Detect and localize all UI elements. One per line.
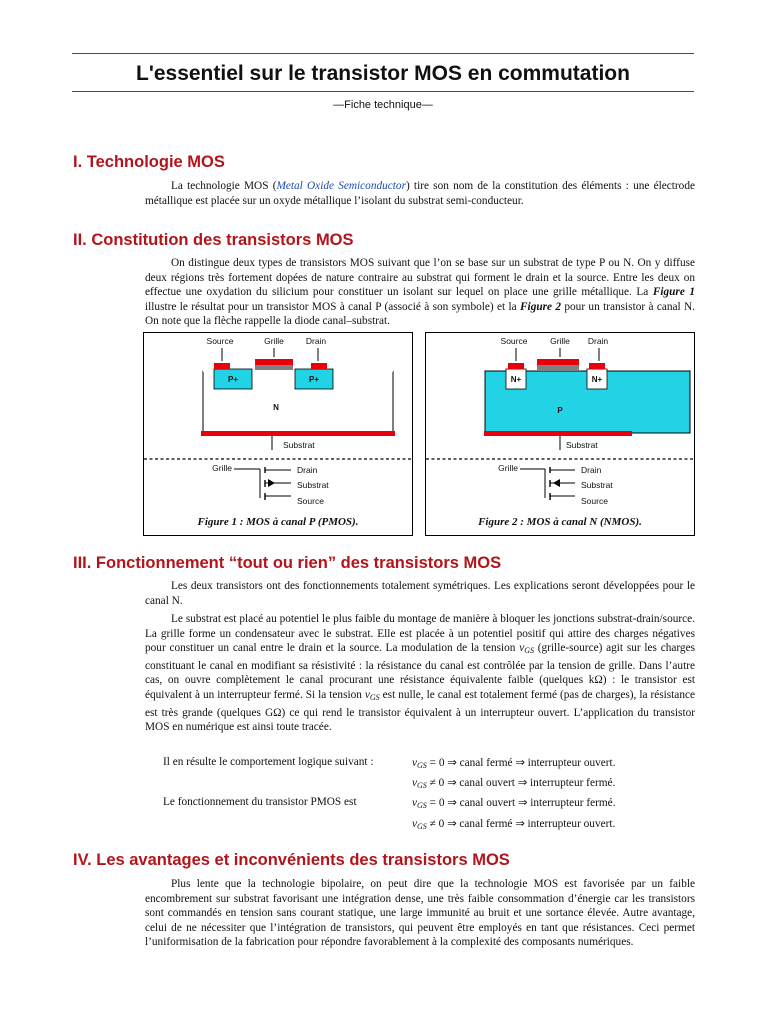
nmos-body-label: P	[557, 406, 563, 415]
section-1-heading: I. Technologie MOS	[73, 153, 225, 171]
logic-nmos-line-1: $v_{GS} = 0$ ⇒ canal fermé ⇒ interrupteur ouvert.	[412, 757, 616, 770]
pmos-diagram	[144, 333, 412, 515]
logic-pmos-line-1: $v_{GS} = 0$ ⇒ canal ouvert ⇒ interrupteur fermé.	[412, 797, 616, 810]
top-rule	[72, 53, 694, 54]
pmos-sym-arrow	[268, 479, 275, 487]
nmos-bulk-metal	[484, 431, 632, 436]
nmos-sym-grille: Grille	[498, 463, 518, 473]
logic-nmos-line-2: $v_{GS} \ne 0$ ⇒ canal ouvert ⇒ interrupteur fermé.	[412, 777, 616, 790]
figure-2-caption: Figure 2 : MOS à canal N (NMOS).	[478, 516, 642, 528]
logic-pmos-line-2: $v_{GS} \ne 0$ ⇒ canal fermé ⇒ interrupteur ouvert.	[412, 818, 616, 831]
nmos-substrat-label: Substrat	[566, 440, 598, 450]
nmos-drain-metal	[589, 363, 605, 369]
pmos-sym-source: Source	[297, 496, 324, 506]
pmos-sym-drain: Drain	[297, 465, 318, 475]
nmos-sym-source: Source	[581, 496, 608, 506]
section-4-heading: IV. Les avantages et inconvénients des transistors MOS	[73, 851, 510, 869]
subtitle: —Fiche technique—	[333, 99, 433, 111]
logic-pmos-label: Le fonctionnement du transistor PMOS est	[163, 796, 357, 808]
figure-2-nmos	[425, 332, 695, 536]
pmos-well-right-label: P+	[308, 375, 320, 384]
figure-1-caption: Figure 1 : MOS à canal P (PMOS).	[197, 516, 359, 528]
logic-nmos-label: Il en résulte le comportement logique suivant :	[163, 756, 374, 768]
pmos-gate-metal	[255, 359, 293, 365]
pmos-grille-label: Grille	[264, 336, 284, 346]
title-underline	[72, 91, 694, 92]
section-2-heading: II. Constitution des transistors MOS	[73, 231, 354, 249]
section-1-paragraph: La technologie MOS (Metal Oxide Semiconductor) tire son nom de la constitution des éléments : une électrode métallique est placée sur un oxyde métallique l’isolant du substrat semi-conducteur.	[145, 180, 695, 207]
nmos-sym-drain: Drain	[581, 465, 602, 475]
section-3-paragraph-1: Les deux transistors ont des fonctionnements totalement symétriques. Les explications seront développées pour le canal N.	[145, 580, 695, 607]
pmos-sym-grille: Grille	[212, 463, 232, 473]
section-3-paragraph-2: Le substrat est placé au potentiel le plus faible du montage de manière à bloquer les jonctions substrat-drain/source. La grille forme un condensateur avec le substrat. Elle est placée à un potentiel positif qui attire des charges négatives pour constituer un canal entre le drain et la source. La modulation de la tension $v_{GS}$ (grille-source) agit sur les charges constituant le canal en modifiant sa résistivité : la résistance du canal est contrôlée par la tension de grille. Dans l’autre cas, on ouvre complètement le canal procurant une résistance équivalente faible (quelques kΩ) : le transistor est équivalent à un interrupteur fermé. Si la tension $v_{GS}$ est nulle, le canal est totalement fermé (pas de charges), la résistance est très grande (quelques GΩ) ce qui rend le transistor équivalent à un interrupteur ouvert. L’application du transistor MOS en numérique est ainsi toute tracée.	[145, 613, 695, 734]
nmos-sym-substrat: Substrat	[581, 480, 613, 490]
nmos-oxide	[537, 365, 579, 370]
page-title: L'essentiel sur le transistor MOS en commutation	[136, 62, 630, 85]
figure-2-ref: Figure 2	[520, 300, 562, 313]
nmos-well-left-label: N+	[510, 375, 522, 384]
pmos-source-metal	[214, 363, 230, 369]
pmos-drain-label: Drain	[305, 336, 327, 346]
nmos-grille-label: Grille	[550, 336, 570, 346]
mos-acronym-link[interactable]: Metal Oxide Semiconductor	[276, 180, 406, 192]
pmos-substrat-label: Substrat	[283, 440, 315, 450]
nmos-diagram	[426, 333, 694, 515]
pmos-body-label: N	[273, 403, 279, 412]
nmos-well-right-label: N+	[591, 375, 603, 384]
pmos-drain-metal	[311, 363, 327, 369]
pmos-well-left-label: P+	[227, 375, 239, 384]
section-4-paragraph: Plus lente que la technologie bipolaire, on peut dire que la technologie MOS est favorisée par un faible encombrement sur substrat favorisant une intégration dense, une très faible consommation d’énergie car les transistors sont commandés en tension sans courant statique, une large immunité au bruit et une sortance élevée. Autre avantage, celui de ne nécessiter que l’intégration de transistors, qui peuvent être employés en tant que résistances. Ceci permet l’uniformisation de la fabrication pour répondre favorablement à la complexité des composants numériques.	[145, 878, 695, 949]
figure-1-ref: Figure 1	[652, 286, 695, 299]
pmos-bulk-metal	[201, 431, 395, 436]
figure-1-pmos	[143, 332, 413, 536]
nmos-source-metal	[508, 363, 524, 369]
pmos-source-label: Source	[206, 336, 234, 346]
nmos-source-label: Source	[500, 336, 528, 346]
pmos-sym-substrat: Substrat	[297, 480, 329, 490]
section-2-paragraph: On distingue deux types de transistors MOS suivant que l’on se base sur un substrat de type P ou N. On y diffuse deux régions très fortement dopées de nature contraire au substrat qui forment le drain et la source. Entre les deux on effectue une oxydation du silicium pour constituer un isolant sur lequel on place une grille métallique. La Figure 1 illustre le résultat pour un transistor MOS à canal P (associé à son symbole) et la Figure 2 pour un transistor à canal N. On note que la flèche rappelle la diode canal–substrat.	[145, 257, 695, 328]
section-3-heading: III. Fonctionnement “tout ou rien” des transistors MOS	[73, 554, 502, 572]
nmos-gate-metal	[537, 359, 579, 365]
nmos-drain-label: Drain	[587, 336, 609, 346]
pmos-oxide	[255, 365, 293, 370]
nmos-sym-arrow	[553, 479, 560, 487]
